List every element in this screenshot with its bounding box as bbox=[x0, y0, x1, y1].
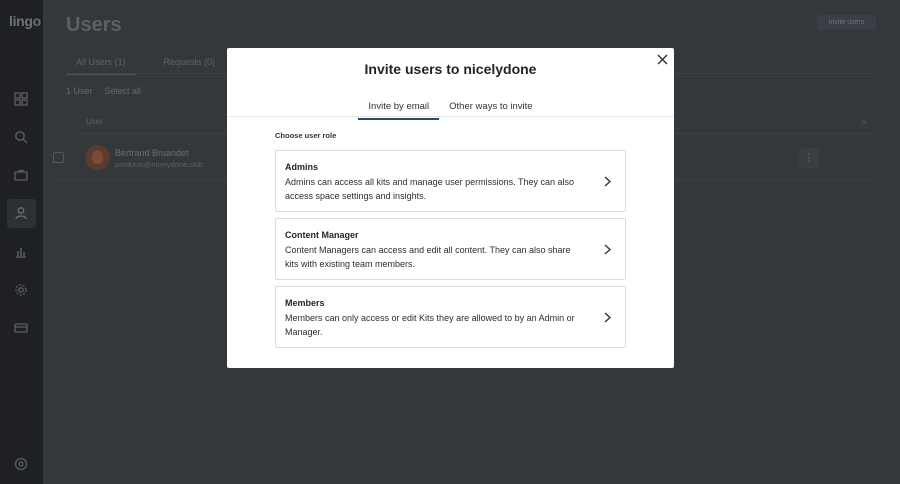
user-count-row bbox=[66, 86, 141, 96]
role-title: Content Manager bbox=[285, 230, 359, 240]
column-header-user[interactable]: User bbox=[86, 117, 103, 126]
role-card-content-manager[interactable] bbox=[275, 218, 626, 280]
tab-invite-by-email[interactable]: Invite by email bbox=[358, 95, 439, 120]
row-checkbox[interactable] bbox=[53, 152, 64, 163]
role-title: Members bbox=[285, 298, 325, 308]
grid-icon[interactable] bbox=[11, 89, 31, 109]
select-all-link[interactable]: Select all bbox=[104, 86, 142, 96]
tab-all-users[interactable]: All Users (1) bbox=[66, 57, 136, 75]
billing-icon[interactable] bbox=[11, 318, 31, 338]
choose-role-label: Choose user role bbox=[275, 131, 337, 140]
role-description: Members can only access or edit Kits they are allowed to by an Admin or Manager. bbox=[285, 313, 575, 338]
role-card-members[interactable] bbox=[275, 286, 626, 348]
user-email: products@nicelydone.club bbox=[115, 160, 204, 169]
modal-tabs-divider bbox=[227, 116, 674, 117]
chart-icon[interactable] bbox=[11, 242, 31, 262]
modal-title: Invite users to nicelydone bbox=[364, 61, 537, 77]
role-card-admins[interactable] bbox=[275, 150, 626, 212]
avatar bbox=[85, 145, 110, 170]
role-title: Admins bbox=[285, 162, 319, 172]
help-icon[interactable] bbox=[11, 454, 31, 474]
sidebar bbox=[0, 0, 43, 484]
settings-icon[interactable] bbox=[11, 280, 31, 300]
chevron-right-icon bbox=[601, 174, 613, 188]
invite-users-modal bbox=[227, 48, 674, 368]
invite-users-button[interactable]: Invite users bbox=[817, 15, 876, 30]
tab-requests[interactable]: Requests (0) bbox=[163, 57, 216, 67]
column-header-status: s bbox=[862, 117, 866, 126]
role-description: Admins can access all kits and manage user permissions. They can also access space settings and insights. bbox=[285, 177, 574, 202]
briefcase-icon[interactable] bbox=[11, 165, 31, 185]
user-name: Bertrand Bruandet bbox=[115, 148, 189, 158]
role-description: Content Managers can access and edit all content. They can also share kits with existing team members. bbox=[285, 245, 571, 270]
chevron-right-icon bbox=[601, 310, 613, 324]
more-options-icon[interactable]: ⋮ bbox=[799, 148, 819, 168]
tab-other-ways-to-invite[interactable]: Other ways to invite bbox=[449, 101, 533, 112]
user-count: 1 User bbox=[66, 86, 93, 96]
app-logo: lingo bbox=[9, 13, 41, 29]
page-title: Users bbox=[66, 14, 122, 36]
search-icon[interactable] bbox=[11, 127, 31, 147]
users-icon[interactable] bbox=[11, 203, 31, 223]
chevron-right-icon bbox=[601, 242, 613, 256]
